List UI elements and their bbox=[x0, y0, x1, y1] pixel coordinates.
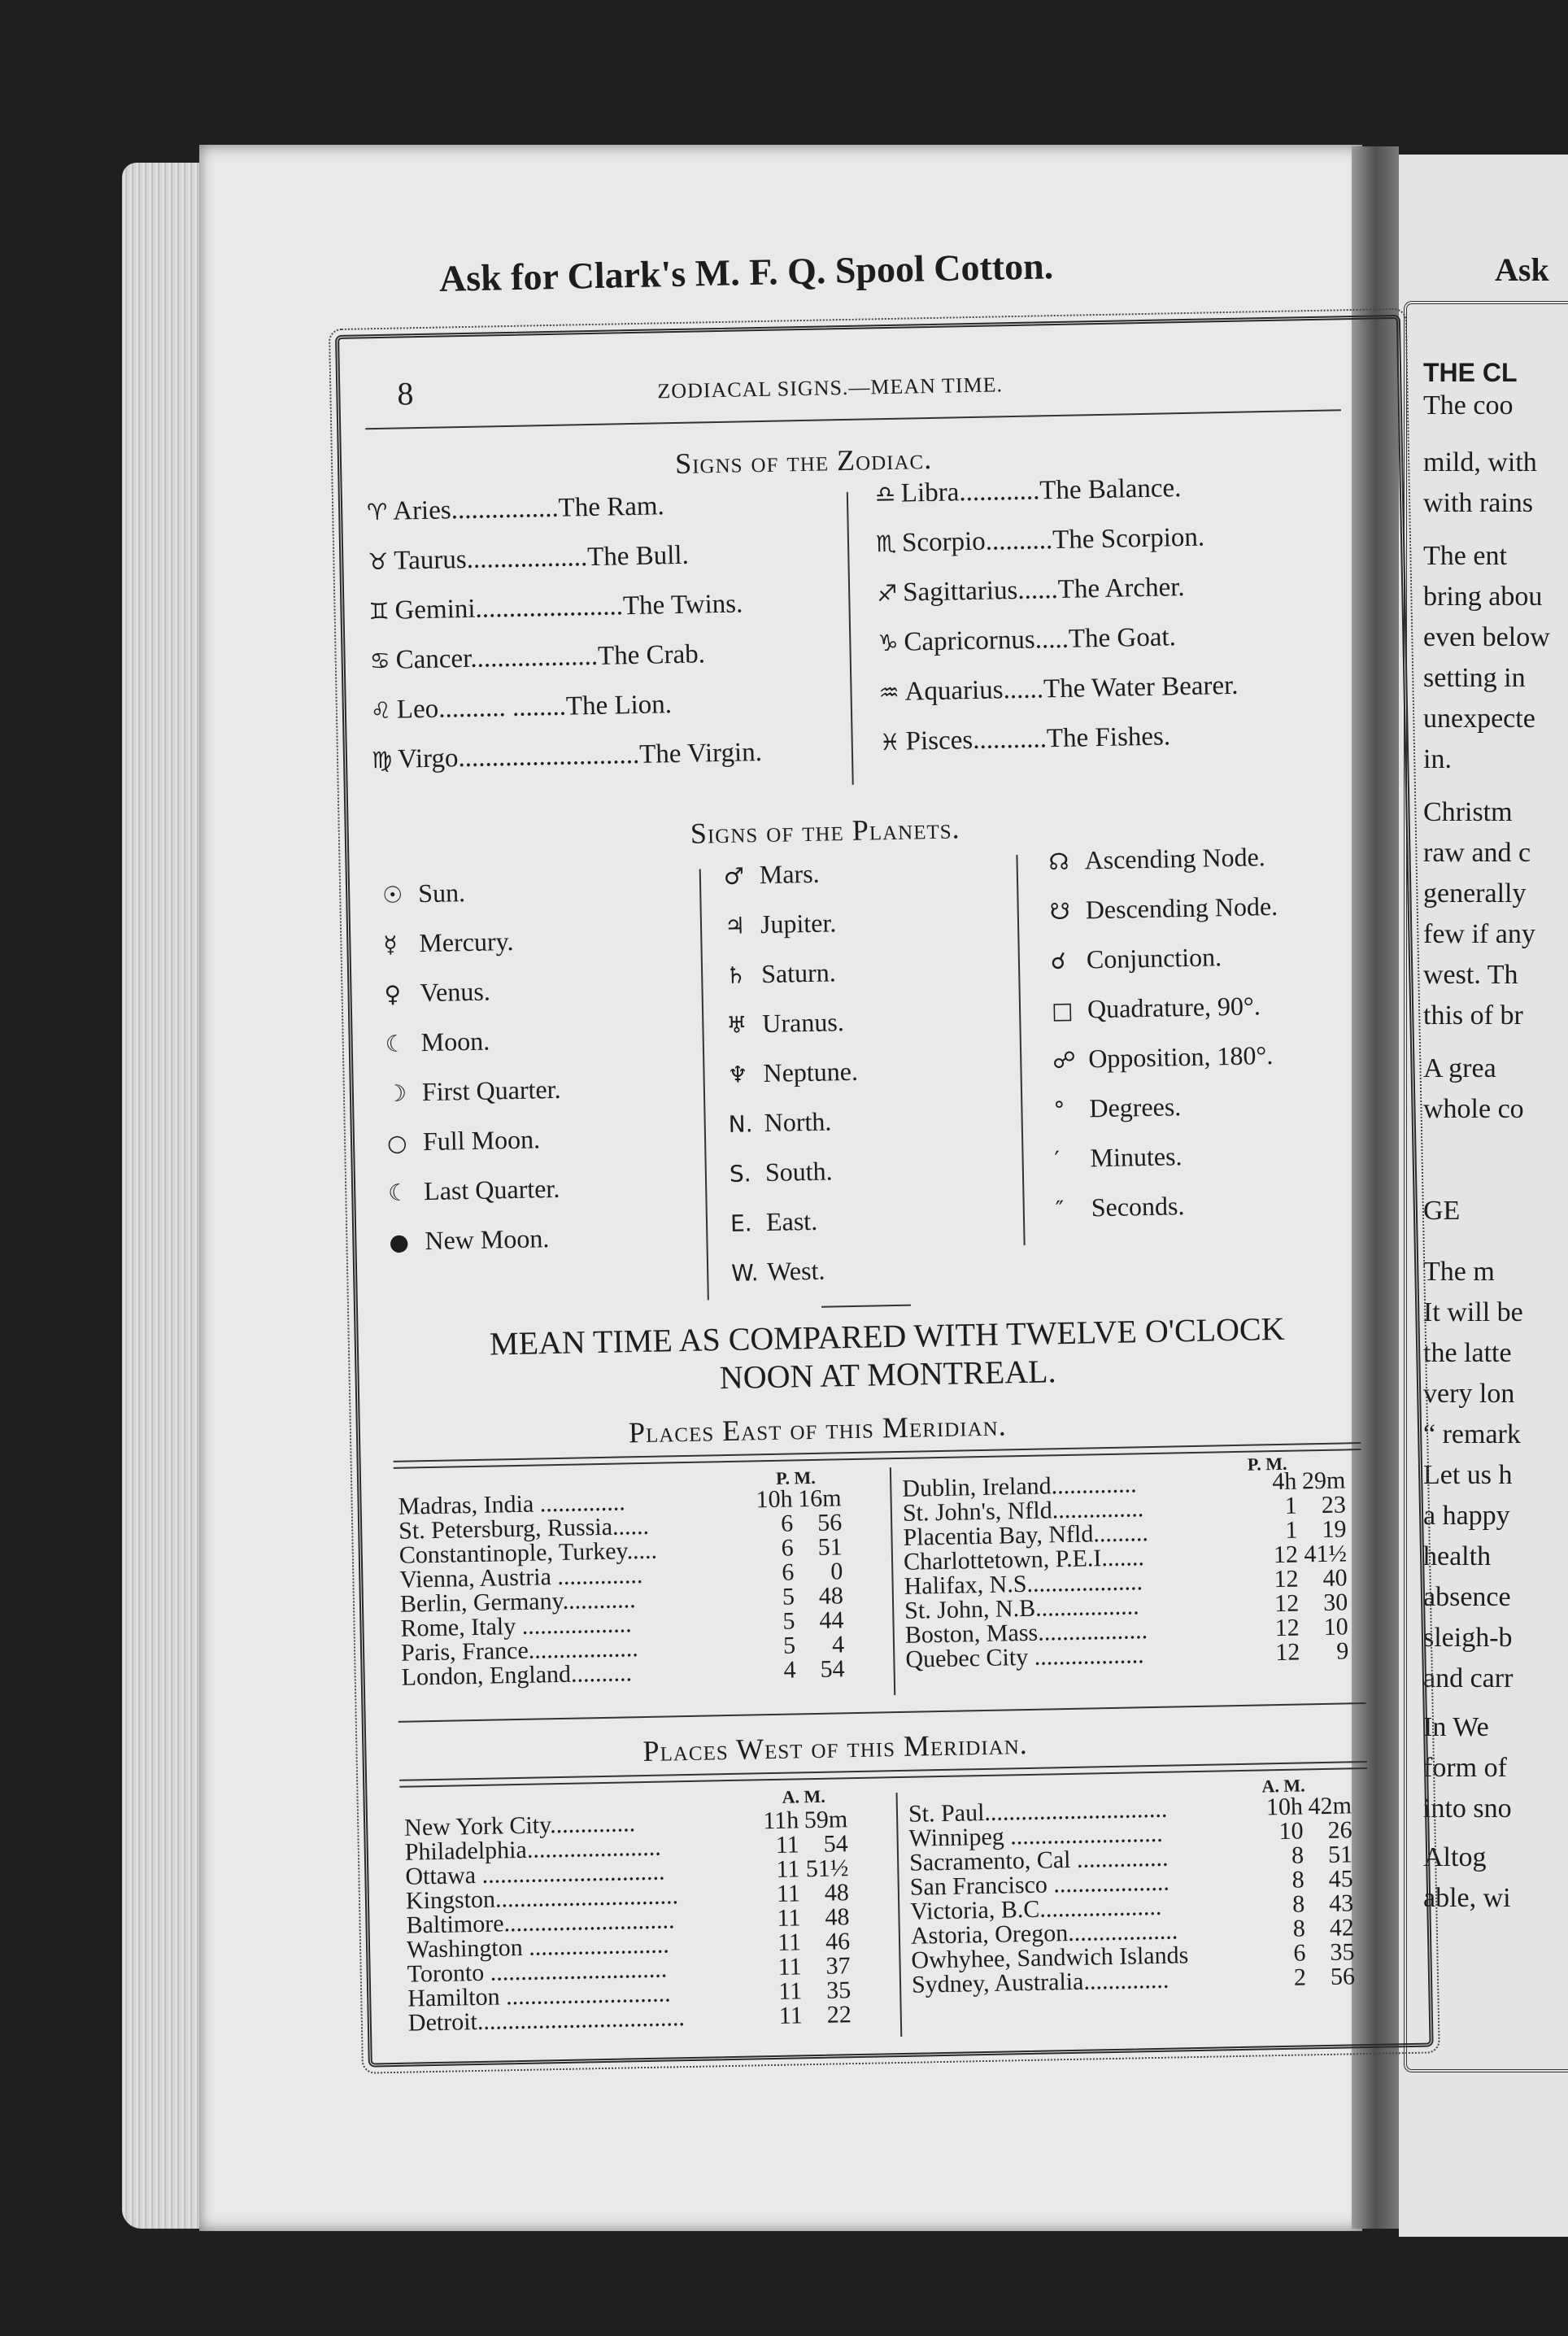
planet-label: Seconds. bbox=[1091, 1191, 1185, 1222]
zodiac-entry bbox=[875, 473, 1182, 509]
facing-page-line: sleigh-b bbox=[1423, 1623, 1513, 1653]
facing-page-line: able, wi bbox=[1423, 1883, 1511, 1913]
time-hours: 11 bbox=[777, 1904, 801, 1932]
planet-entry bbox=[1052, 1040, 1274, 1074]
zodiac-name: Scorpio bbox=[901, 526, 987, 558]
planet-entry bbox=[725, 957, 836, 990]
facing-page-line: The ent bbox=[1423, 541, 1507, 571]
zodiac-entry bbox=[367, 491, 664, 527]
planet-entry bbox=[725, 908, 837, 940]
facing-page-line: in. bbox=[1423, 744, 1452, 774]
planet-symbol-icon: ♅ bbox=[726, 1011, 747, 1039]
time-hours: 10h bbox=[756, 1485, 793, 1514]
time-hours: 6 bbox=[781, 1558, 795, 1586]
facing-page-line: bring abou bbox=[1423, 582, 1543, 612]
place-name: Astoria, Oregon.................. bbox=[910, 1917, 1178, 1950]
time-minutes: 46 bbox=[825, 1928, 851, 1955]
zodiac-meaning: The Goat. bbox=[1068, 622, 1177, 654]
planet-label: Degrees. bbox=[1089, 1092, 1182, 1123]
zodiac-name: Taurus bbox=[393, 544, 468, 576]
zodiac-leader: .................. bbox=[466, 543, 588, 574]
time-hours: 12 bbox=[1273, 1541, 1299, 1569]
east-col-header-left: P. M. bbox=[775, 1467, 816, 1488]
planet-symbol-icon: ☾ bbox=[387, 1179, 409, 1206]
place-name: Dublin, Ireland.............. bbox=[902, 1471, 1137, 1502]
planet-label: Opposition, 180°. bbox=[1087, 1040, 1274, 1074]
zodiac-leader: ..... bbox=[1034, 624, 1069, 655]
planet-label: Sun. bbox=[417, 878, 466, 909]
place-name: Detroit.................................. bbox=[407, 2004, 686, 2037]
planet-entry bbox=[382, 878, 465, 909]
east-col-header-right: P. M. bbox=[1247, 1453, 1287, 1475]
page-number: 8 bbox=[396, 375, 414, 412]
time-hours: 2 bbox=[1293, 1963, 1307, 1991]
facing-page-line: Let us h bbox=[1423, 1460, 1513, 1490]
time-minutes: 19 bbox=[1322, 1515, 1347, 1543]
east-rule-bottom bbox=[399, 1702, 1366, 1723]
planet-label: Minutes. bbox=[1090, 1141, 1183, 1173]
zodiac-leader: ...................... bbox=[475, 591, 624, 624]
zodiac-symbol-icon: ♊ bbox=[368, 597, 390, 625]
planet-entry bbox=[1048, 842, 1265, 876]
planet-symbol-icon: ♆ bbox=[727, 1061, 748, 1088]
planet-label: Venus. bbox=[420, 976, 491, 1008]
planet-entry bbox=[1052, 991, 1261, 1025]
place-name: London, England.......... bbox=[401, 1659, 633, 1691]
place-name: New York City.............. bbox=[403, 1810, 636, 1841]
planets-title: Signs of the Planets. bbox=[690, 812, 960, 850]
planets-end-rule bbox=[821, 1305, 911, 1308]
facing-page-line: Altog bbox=[1423, 1842, 1487, 1872]
planet-entry bbox=[731, 1256, 825, 1288]
time-minutes: 42m bbox=[1308, 1792, 1352, 1820]
planet-label: Full Moon. bbox=[422, 1124, 541, 1157]
zodiac-entry bbox=[877, 573, 1185, 608]
planet-entry bbox=[389, 1223, 550, 1257]
time-hours: 12 bbox=[1274, 1638, 1300, 1667]
zodiac-name: Virgo bbox=[397, 743, 459, 774]
time-minutes: 42 bbox=[1329, 1914, 1355, 1942]
place-name: St. Paul.............................. bbox=[908, 1795, 1168, 1828]
planet-symbol-icon: ♃ bbox=[724, 912, 746, 939]
time-hours: 11 bbox=[775, 1831, 800, 1859]
east-title: Places East of this Meridian. bbox=[628, 1409, 1007, 1449]
place-name: San Francisco ................... bbox=[909, 1868, 1170, 1901]
planet-entry bbox=[730, 1156, 833, 1188]
place-name: Quebec City .................. bbox=[905, 1641, 1144, 1673]
planet-symbol-icon: ° bbox=[1053, 1096, 1065, 1124]
planet-label: Ascending Node. bbox=[1084, 842, 1266, 875]
time-minutes: 35 bbox=[1330, 1938, 1355, 1966]
facing-page-line: the latte bbox=[1423, 1338, 1512, 1368]
facing-page-line: The coo bbox=[1423, 390, 1514, 421]
time-hours: 5 bbox=[782, 1583, 795, 1610]
time-hours: 11 bbox=[778, 2002, 804, 2029]
head-rule bbox=[365, 409, 1341, 429]
zodiac-meaning: The Ram. bbox=[558, 491, 665, 523]
zodiac-name: Leo bbox=[396, 694, 439, 725]
west-col-header-right: A. M. bbox=[1261, 1775, 1305, 1797]
zodiac-entry bbox=[372, 738, 763, 775]
zodiac-symbol-icon: ♈ bbox=[366, 498, 388, 526]
planet-entry bbox=[388, 1174, 560, 1207]
planet-symbol-icon: ♄ bbox=[725, 961, 747, 989]
time-minutes: 41½ bbox=[1304, 1540, 1348, 1568]
zodiac-meaning: The Water Bearer. bbox=[1043, 670, 1239, 704]
time-hours: 11 bbox=[777, 1977, 803, 2005]
planet-entry bbox=[1055, 1191, 1184, 1223]
zodiac-meaning: The Balance. bbox=[1039, 473, 1182, 506]
planet-symbol-icon: ♀ bbox=[384, 980, 402, 1008]
planet-label: Last Quarter. bbox=[423, 1173, 560, 1206]
place-name: Winnipeg ......................... bbox=[908, 1820, 1163, 1852]
time-hours: 11 bbox=[776, 1880, 801, 1907]
planet-entry bbox=[728, 1106, 831, 1138]
facing-page-line: west. Th bbox=[1423, 960, 1518, 990]
zodiac-entry bbox=[368, 589, 743, 626]
planet-entry bbox=[1053, 1092, 1182, 1124]
planet-symbol-icon: S. bbox=[729, 1160, 751, 1188]
time-hours: 4h bbox=[1271, 1467, 1297, 1496]
time-hours: 8 bbox=[1291, 1890, 1305, 1918]
zodiac-entry bbox=[371, 690, 673, 726]
time-minutes: 35 bbox=[825, 1976, 852, 2004]
zodiac-entry bbox=[878, 622, 1176, 658]
time-minutes: 22 bbox=[826, 2001, 852, 2029]
zodiac-entry bbox=[368, 541, 689, 577]
time-minutes: 30 bbox=[1322, 1589, 1348, 1616]
facing-page-line: form of bbox=[1423, 1753, 1507, 1783]
advert-header: Ask for Clark's M. F. Q. Spool Cotton. bbox=[438, 245, 1054, 299]
zodiac-name: Capricornus bbox=[904, 625, 1035, 657]
facing-page-title: THE CL bbox=[1423, 358, 1518, 387]
place-name: Hamilton ........................... bbox=[407, 1980, 671, 2012]
zodiac-meaning: The Lion. bbox=[565, 690, 673, 721]
zodiac-leader: ........................... bbox=[458, 739, 640, 774]
facing-page-line: unexpecte bbox=[1423, 704, 1535, 734]
time-hours: 6 bbox=[1293, 1939, 1306, 1967]
place-name: Baltimore............................ bbox=[406, 1907, 675, 1939]
facing-page-line: this of br bbox=[1423, 1000, 1523, 1031]
zodiac-name: Libra bbox=[900, 477, 960, 508]
time-hours: 12 bbox=[1274, 1589, 1300, 1618]
place-name: Kingston.............................. bbox=[405, 1882, 679, 1915]
time-hours: 11 bbox=[777, 1953, 802, 1981]
zodiac-meaning: The Crab. bbox=[597, 639, 706, 671]
place-name: Halifax, N.S................... bbox=[904, 1568, 1143, 1600]
place-name: Charlottetown, P.E.I....... bbox=[903, 1544, 1145, 1575]
planet-symbol-icon: ☾ bbox=[385, 1030, 407, 1057]
facing-page-line: “ remark bbox=[1423, 1419, 1521, 1449]
west-divider bbox=[896, 1793, 903, 2037]
planet-symbol-icon: ″ bbox=[1055, 1195, 1065, 1223]
time-minutes: 37 bbox=[825, 1952, 851, 1980]
time-minutes: 56 bbox=[817, 1509, 843, 1536]
planet-label: Saturn. bbox=[760, 957, 837, 989]
place-name: Madras, India .............. bbox=[398, 1488, 626, 1520]
planet-label: Conjunction. bbox=[1086, 942, 1222, 974]
zodiac-symbol-icon: ♉ bbox=[368, 547, 389, 576]
time-hours: 8 bbox=[1292, 1915, 1306, 1942]
place-name: St. Petersburg, Russia...... bbox=[398, 1512, 650, 1545]
planet-symbol-icon: ☌ bbox=[1050, 947, 1067, 975]
planet-symbol-icon: E. bbox=[730, 1209, 752, 1237]
time-hours: 11 bbox=[776, 1855, 800, 1883]
facing-page-line: into sno bbox=[1423, 1793, 1512, 1824]
planet-label: Mercury. bbox=[419, 926, 514, 958]
place-name: Constantinople, Turkey..... bbox=[399, 1536, 658, 1569]
place-name: Berlin, Germany............ bbox=[399, 1586, 636, 1618]
facing-page-line: setting in bbox=[1423, 663, 1526, 693]
planet-label: Uranus. bbox=[761, 1007, 845, 1039]
mean-time-title-2: NOON AT MONTREAL. bbox=[719, 1353, 1056, 1397]
planet-entry bbox=[1051, 942, 1222, 975]
time-hours: 1 bbox=[1285, 1516, 1298, 1544]
planet-entry bbox=[726, 1007, 844, 1039]
place-name: Owhyhee, Sandwich Islands bbox=[911, 1942, 1189, 1974]
page-frame bbox=[335, 315, 1434, 2068]
zodiac-symbol-icon: ♒ bbox=[878, 678, 899, 707]
zodiac-name: Pisces bbox=[905, 726, 973, 756]
planet-label: Moon. bbox=[420, 1026, 490, 1057]
planets-divider-2 bbox=[1016, 855, 1025, 1245]
running-head: ZODIACAL SIGNS.—MEAN TIME. bbox=[657, 373, 1004, 403]
facing-page-line: very lon bbox=[1423, 1379, 1515, 1409]
planet-entry bbox=[387, 1124, 541, 1157]
zodiac-entry bbox=[878, 671, 1239, 708]
place-name: Sacramento, Cal ............... bbox=[908, 1844, 1169, 1876]
zodiac-leader: ........... bbox=[972, 724, 1048, 756]
facing-page-line: and carr bbox=[1423, 1663, 1514, 1693]
zodiac-leader: ................ bbox=[451, 493, 559, 525]
time-minutes: 51 bbox=[817, 1533, 843, 1561]
facing-page-line: In We bbox=[1423, 1712, 1489, 1742]
time-hours: 6 bbox=[781, 1534, 795, 1562]
planet-symbol-icon: ● bbox=[389, 1228, 410, 1256]
time-minutes: 48 bbox=[824, 1879, 850, 1907]
place-name: Boston, Mass.................. bbox=[904, 1617, 1148, 1649]
time-hours: 8 bbox=[1291, 1841, 1304, 1869]
facing-page-line: whole co bbox=[1423, 1094, 1524, 1124]
facing-page-line: absence bbox=[1423, 1582, 1511, 1612]
time-minutes: 43 bbox=[1328, 1889, 1354, 1917]
planet-symbol-icon: ○ bbox=[386, 1129, 407, 1157]
place-name: Rome, Italy .................. bbox=[400, 1610, 632, 1642]
planet-entry bbox=[1054, 1141, 1183, 1174]
planet-symbol-icon: ′ bbox=[1054, 1146, 1061, 1174]
facing-page-line: GE bbox=[1423, 1196, 1461, 1226]
time-minutes: 48 bbox=[818, 1582, 844, 1610]
place-name: Philadelphia...................... bbox=[404, 1833, 662, 1866]
planet-symbol-icon: ☊ bbox=[1048, 848, 1069, 876]
time-minutes: 4 bbox=[831, 1631, 845, 1658]
time-hours: 11 bbox=[777, 1929, 802, 1956]
zodiac-symbol-icon: ♏ bbox=[875, 530, 897, 558]
place-name: Victoria, B.C.................... bbox=[910, 1893, 1162, 1925]
planet-entry bbox=[1049, 891, 1278, 926]
time-minutes: 54 bbox=[820, 1655, 845, 1683]
planet-entry bbox=[727, 1057, 858, 1089]
zodiac-entry bbox=[876, 523, 1205, 560]
planets-divider-1 bbox=[699, 869, 709, 1300]
planet-entry bbox=[385, 1026, 490, 1058]
planet-symbol-icon: N. bbox=[728, 1110, 753, 1138]
zodiac-meaning: The Scorpion. bbox=[1052, 522, 1205, 556]
time-hours: 10h bbox=[1265, 1793, 1304, 1821]
east-divider bbox=[890, 1467, 895, 1695]
planet-entry bbox=[723, 859, 819, 891]
planet-symbol-icon: ☉ bbox=[381, 881, 403, 909]
planet-symbol-icon: ☋ bbox=[1049, 897, 1070, 926]
planet-entry bbox=[386, 1074, 561, 1108]
planet-entry bbox=[384, 976, 490, 1008]
place-name: Vienna, Austria .............. bbox=[399, 1562, 643, 1593]
facing-page-line: mild, with bbox=[1423, 447, 1537, 477]
zodiac-leader: ...... bbox=[1003, 674, 1044, 705]
planet-label: West. bbox=[766, 1255, 825, 1287]
time-hours: 6 bbox=[780, 1510, 794, 1537]
planet-label: Mars. bbox=[759, 858, 820, 890]
planet-label: Quadrature, 90°. bbox=[1087, 991, 1261, 1024]
time-minutes: 54 bbox=[823, 1830, 849, 1858]
time-hours: 10 bbox=[1278, 1817, 1304, 1846]
planet-symbol-icon: ☽ bbox=[385, 1079, 407, 1107]
west-title: Places West of this Meridian. bbox=[642, 1727, 1029, 1768]
time-hours: 4 bbox=[783, 1656, 796, 1684]
place-name: St. John's, Nfld............... bbox=[902, 1495, 1144, 1527]
time-minutes: 56 bbox=[1330, 1963, 1356, 1990]
zodiac-entry bbox=[369, 639, 705, 676]
facing-page-line: The m bbox=[1423, 1257, 1495, 1287]
zodiac-divider bbox=[847, 492, 854, 785]
zodiac-entry bbox=[879, 721, 1170, 757]
facing-page-line: It will be bbox=[1423, 1297, 1523, 1327]
facing-page-line: few if any bbox=[1423, 919, 1535, 949]
zodiac-symbol-icon: ♋ bbox=[369, 647, 391, 675]
zodiac-symbol-icon: ♓ bbox=[879, 728, 901, 756]
time-minutes: 51 bbox=[1327, 1841, 1353, 1868]
facing-page-line: raw and c bbox=[1423, 838, 1531, 868]
zodiac-name: Sagittarius bbox=[902, 575, 1018, 608]
planet-label: New Moon. bbox=[425, 1223, 550, 1256]
zodiac-symbol-icon: ♍ bbox=[371, 746, 393, 774]
planet-label: Neptune. bbox=[763, 1056, 859, 1088]
planet-label: North. bbox=[764, 1106, 832, 1138]
facing-page-line: a happy bbox=[1423, 1501, 1510, 1531]
zodiac-leader: ................... bbox=[469, 641, 599, 673]
zodiac-title: Signs of the Zodiac. bbox=[674, 442, 933, 480]
zodiac-meaning: The Twins. bbox=[622, 589, 743, 621]
west-col-header-left: A. M. bbox=[782, 1785, 825, 1807]
place-name: Washington ....................... bbox=[406, 1931, 669, 1963]
facing-page-line: Christm bbox=[1423, 797, 1513, 827]
planet-label: South. bbox=[764, 1156, 833, 1188]
time-minutes: 29m bbox=[1301, 1467, 1346, 1495]
zodiac-symbol-icon: ♌ bbox=[370, 696, 392, 725]
zodiac-leader: ............ bbox=[958, 476, 1040, 508]
facing-page-line: even below bbox=[1423, 622, 1550, 652]
time-hours: 8 bbox=[1291, 1866, 1304, 1894]
place-name: Ottawa .............................. bbox=[405, 1858, 665, 1890]
time-minutes: 16m bbox=[797, 1484, 842, 1513]
time-hours: 12 bbox=[1274, 1614, 1300, 1642]
time-hours: 12 bbox=[1274, 1565, 1299, 1593]
time-minutes: 51½ bbox=[805, 1854, 849, 1883]
place-name: Toronto ............................. bbox=[407, 1955, 668, 1988]
zodiac-symbol-icon: ♑ bbox=[878, 629, 899, 657]
time-hours: 11h bbox=[762, 1806, 799, 1835]
time-minutes: 0 bbox=[830, 1558, 843, 1585]
time-minutes: 9 bbox=[1335, 1637, 1349, 1665]
facing-page-line: generally bbox=[1423, 878, 1527, 909]
planet-symbol-icon: W. bbox=[730, 1259, 759, 1287]
zodiac-leader: ...... bbox=[1017, 574, 1059, 605]
planet-label: First Quarter. bbox=[421, 1074, 561, 1107]
planet-symbol-icon: ☍ bbox=[1052, 1046, 1076, 1074]
planet-symbol-icon: ♂ bbox=[723, 862, 745, 890]
planet-label: East. bbox=[765, 1205, 818, 1237]
time-minutes: 10 bbox=[1323, 1613, 1349, 1641]
facing-page-header: Ask bbox=[1495, 251, 1549, 288]
time-minutes: 40 bbox=[1322, 1564, 1348, 1592]
zodiac-meaning: The Archer. bbox=[1057, 573, 1185, 604]
zodiac-name: Aquarius bbox=[904, 675, 1004, 707]
place-name: Sydney, Australia.............. bbox=[911, 1966, 1169, 1998]
facing-page-line: with rains bbox=[1423, 488, 1534, 518]
facing-page-line: health bbox=[1423, 1541, 1492, 1571]
zodiac-name: Aries bbox=[392, 495, 451, 526]
time-minutes: 26 bbox=[1327, 1816, 1352, 1844]
time-minutes: 59m bbox=[804, 1806, 848, 1834]
zodiac-meaning: The Virgin. bbox=[638, 738, 763, 769]
facing-page-line: A grea bbox=[1423, 1053, 1496, 1083]
zodiac-name: Cancer bbox=[395, 643, 471, 675]
place-name: Paris, France.................. bbox=[400, 1635, 639, 1667]
planet-label: Descending Node. bbox=[1085, 891, 1278, 925]
zodiac-symbol-icon: ♎ bbox=[874, 480, 896, 508]
mean-time-title-1: MEAN TIME AS COMPARED WITH TWELVE O'CLOCK bbox=[489, 1310, 1285, 1362]
planet-symbol-icon: ☿ bbox=[383, 930, 398, 958]
time-minutes: 48 bbox=[825, 1903, 850, 1931]
zodiac-leader: .......... bbox=[985, 525, 1053, 556]
planet-symbol-icon: □ bbox=[1051, 996, 1074, 1025]
planet-entry bbox=[730, 1206, 818, 1238]
place-name: St. John, N.B................. bbox=[904, 1593, 1139, 1624]
time-minutes: 45 bbox=[1328, 1865, 1353, 1893]
zodiac-meaning: The Fishes. bbox=[1046, 721, 1171, 754]
zodiac-meaning: The Bull. bbox=[586, 540, 690, 573]
time-hours: 5 bbox=[782, 1607, 795, 1635]
time-minutes: 23 bbox=[1321, 1491, 1347, 1519]
time-hours: 1 bbox=[1284, 1492, 1298, 1519]
planet-entry bbox=[383, 926, 514, 959]
zodiac-name: Gemini bbox=[394, 594, 476, 625]
planet-label: Jupiter. bbox=[760, 908, 837, 939]
place-name: Placentia Bay, Nfld......... bbox=[903, 1519, 1149, 1551]
zodiac-leader: .......... ........ bbox=[438, 691, 567, 724]
time-hours: 5 bbox=[782, 1632, 796, 1659]
zodiac-symbol-icon: ♐ bbox=[876, 579, 898, 608]
time-minutes: 44 bbox=[819, 1606, 844, 1634]
